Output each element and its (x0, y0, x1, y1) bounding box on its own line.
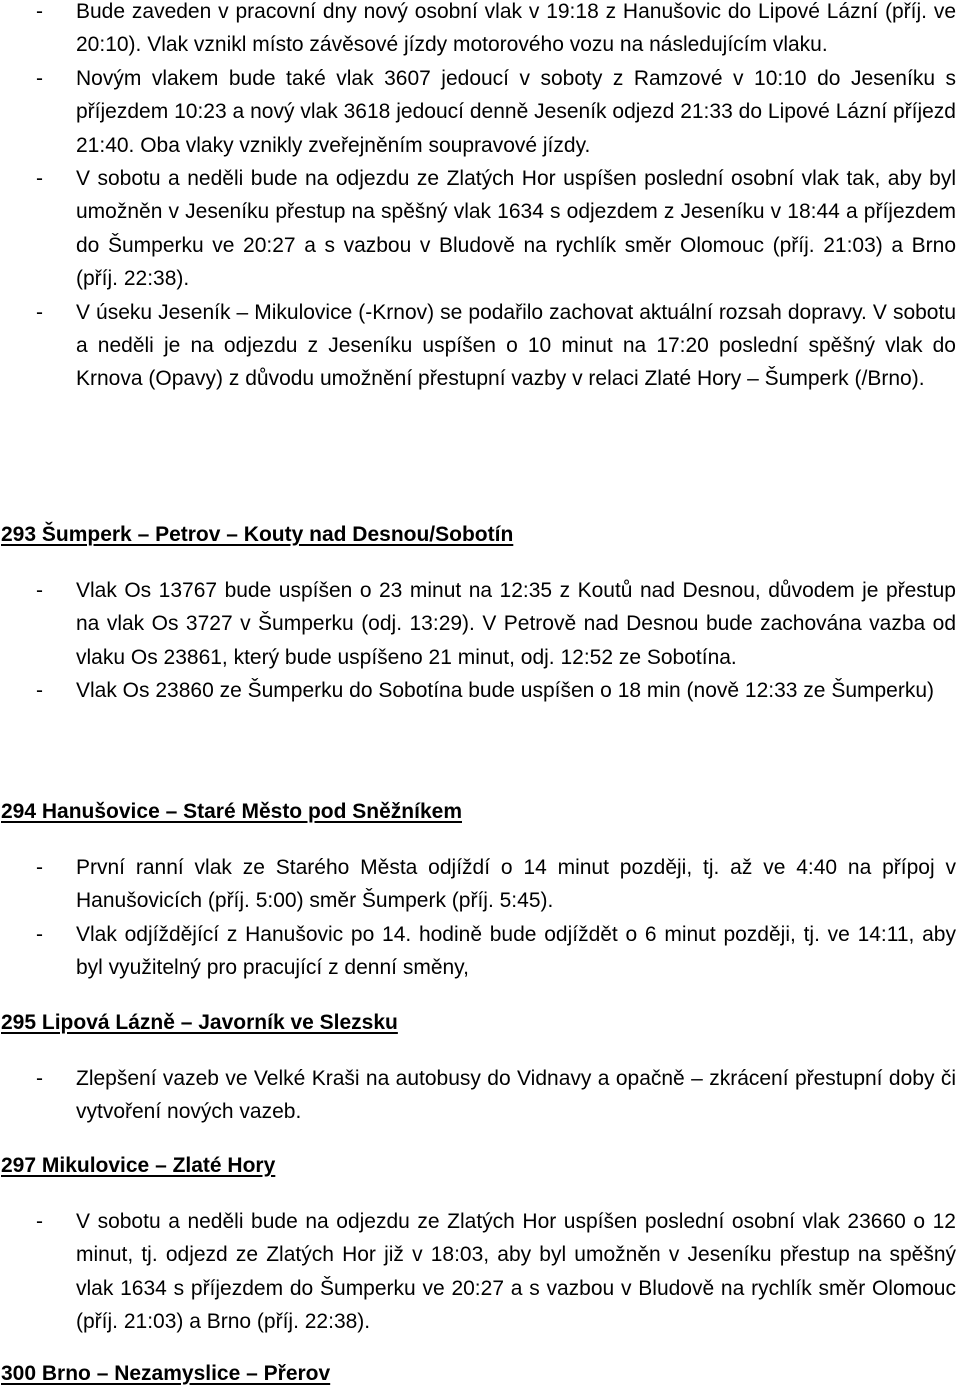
list-dash: - (36, 679, 43, 703)
list-item (0, 0, 960, 62)
list-dash: - (36, 167, 43, 191)
list-item-text: V sobotu a neděli bude na odjezdu ze Zlatých Hor uspíšen poslední osobní vlak 23660 o 12 minut, tj. odjezd ze Zlatých Hor již v 18:03, aby byl umožněn v Jeseníku přestup na spěšný vlak 1634 s příjezdem do Šumperku ve 20:27 a s vazbou v Bludově na rychlík směr Olomouc (příj. 21:03) a Brno (příj. 22:38). (76, 1210, 956, 1334)
list-item-text: Vlak Os 23860 ze Šumperku do Sobotína bude uspíšen o 18 min (nově 12:33 ze Šumperku) (76, 679, 935, 703)
list-item (0, 1205, 960, 1339)
intro-list (0, 0, 960, 396)
list-dash: - (36, 1067, 43, 1090)
list-item (0, 851, 960, 918)
list-item (0, 162, 960, 296)
section-heading: 295 Lipová Lázně – Javorník ve Slezsku (1, 1011, 398, 1034)
list-item-text: Bude zaveden v pracovní dny nový osobní vlak v 19:18 z Hanušovic do Lipové Lázní (příj. ve 20:10). Vlak vznikl místo závěsové jízdy motorového vozu na následujícím vlaku. (76, 0, 956, 57)
list-item-text: Novým vlakem bude také vlak 3607 jedoucí v soboty z Ramzové v 10:10 do Jeseníku s příjezdem 10:23 a nový vlak 3618 jedoucí denně Jeseník odjezd 21:33 do Lipové Lázní příjezd 21:40. Oba vlaky vznikly zveřejněním soupravové jízdy. (76, 66, 956, 157)
list-item (0, 574, 960, 674)
list-dash: - (36, 300, 43, 324)
list-dash: - (36, 856, 43, 879)
list-dash: - (36, 1210, 43, 1233)
section-heading: 294 Hanušovice – Staré Město pod Sněžníkem (1, 800, 462, 823)
section-heading: 293 Šumperk – Petrov – Kouty nad Desnou/Sobotín (1, 523, 514, 546)
section-heading: 300 Brno – Nezamyslice – Přerov (1, 1362, 331, 1385)
list-item (0, 1062, 960, 1129)
list-item-text: V úseku Jeseník – Mikulovice (-Krnov) se podařilo zachovat aktuální rozsah dopravy. V sobotu a neděli je na odjezdu z Jeseníku uspíšen o 10 minut na 17:20 poslední spěšný vlak do Krnova (Opavy) z důvodu umožnění přestupní vazby v relaci Zlaté Hory – Šumperk (/Brno). (76, 300, 956, 391)
list-item (0, 296, 960, 396)
list-item (0, 674, 960, 707)
list-item (0, 918, 960, 985)
section-list (0, 574, 960, 708)
list-dash: - (36, 579, 43, 602)
list-item-text: Vlak odjíždějící z Hanušovic po 14. hodině bude odjíždět o 6 minut později, tj. ve 14:11, aby byl využitelný pro pracující z denní směny, (76, 922, 956, 980)
section-list (0, 1205, 960, 1339)
list-dash: - (36, 66, 43, 90)
list-item-text: V sobotu a neděli bude na odjezdu ze Zlatých Hor uspíšen poslední osobní vlak tak, aby byl umožněn v Jeseníku přestup na spěšný vlak 1634 s odjezdem z Jeseníku v 18:44 a příjezdem do Šumperku ve 20:27 a s vazbou v Bludově na rychlík směr Olomouc (příj. 21:03) a Brno (příj. 22:38). (76, 167, 956, 291)
list-item-text: Zlepšení vazeb ve Velké Kraši na autobusy do Vidnavy a opačně – zkrácení přestupní doby či vytvoření nových vazeb. (76, 1067, 956, 1124)
list-item-text: Vlak Os 13767 bude uspíšen o 23 minut na 12:35 z Koutů nad Desnou, důvodem je přestup na vlak Os 3727 v Šumperku (odj. 13:29). V Petrově nad Desnou bude zachována vazba od vlaku Os 23861, který bude uspíšeno 21 minut, odj. 12:52 ze Sobotína. (76, 579, 956, 669)
list-item-text: První ranní vlak ze Starého Města odjíždí o 14 minut později, tj. až ve 4:40 na přípoj v Hanušovicích (příj. 5:00) směr Šumperk (příj. 5:45). (76, 856, 956, 913)
section-list (0, 851, 960, 985)
section-list (0, 1062, 960, 1129)
list-dash: - (36, 922, 43, 946)
list-dash: - (36, 0, 43, 23)
list-item (0, 62, 960, 162)
section-heading: 297 Mikulovice – Zlaté Hory (1, 1154, 276, 1177)
